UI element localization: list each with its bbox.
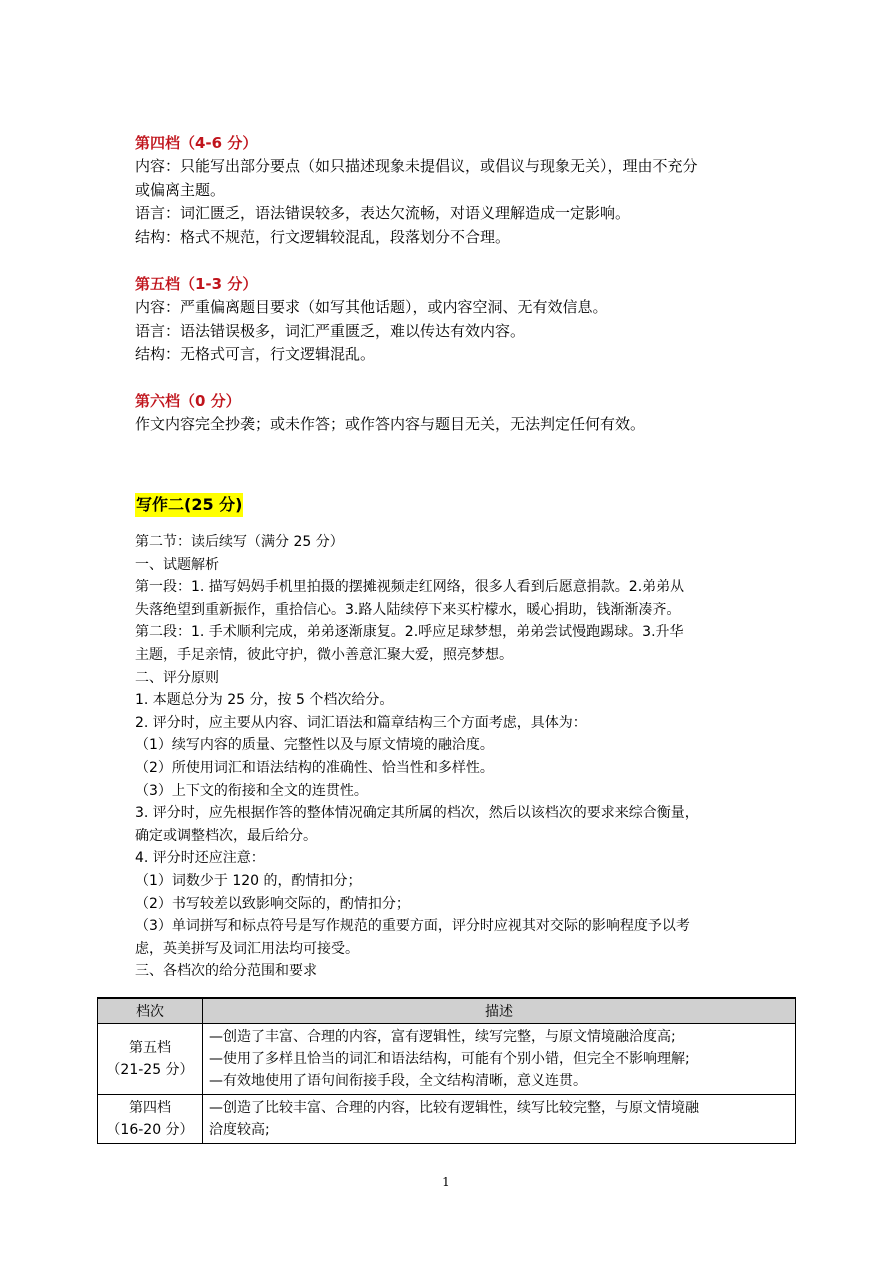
writing2-line: 确定或调整档次，最后给分。 [135, 827, 317, 844]
level6-heading: 第六档（0 分） [135, 392, 241, 410]
table-header-row [98, 998, 796, 1024]
writing2-line: 1. 本题总分为 25 分，按 5 个档次给分。 [135, 692, 394, 709]
level6-section [135, 390, 795, 437]
writing2-title: 写作二(25 分) [135, 493, 243, 517]
level-cell [98, 1024, 203, 1095]
level5-language: 语言：语法错误极多，词汇严重匮乏，难以传达有效内容。 [135, 321, 526, 340]
description-line: —有效地使用了语句间衔接手段，全文结构清晰，意义连贯。 [209, 1073, 587, 1089]
header-description: 描述 [203, 998, 796, 1024]
description-line: —创造了丰富、合理的内容，富有逻辑性，续写完整，与原文情境融洽度高; [209, 1029, 676, 1045]
writing2-line: （3）单词拼写和标点符号是写作规范的重要方面，评分时应视其对交际的影响程度予以考 [135, 918, 690, 935]
writing2-line: （1）词数少于 120 的，酌情扣分； [135, 872, 362, 889]
level4-content-line2: 或偏离主题。 [135, 180, 226, 199]
writing2-line: 2. 评分时，应主要从内容、词汇语法和篇章结构三个方面考虑，具体为： [135, 714, 587, 731]
level-range: （16-20 分） [106, 1122, 194, 1138]
level4-content-line1: 内容：只能写出部分要点（如只描述现象未提倡议，或倡议与现象无关），理由不充分 [135, 157, 698, 175]
level6-text: 作文内容完全抄袭；或未作答；或作答内容与题目无关，无法判定任何有效。 [135, 415, 646, 433]
writing2-line: 三、各档次的给分范围和要求 [135, 963, 317, 980]
level5-content: 内容：严重偏离题目要求（如写其他话题），或内容空洞、无有效信息。 [135, 298, 608, 316]
description-cell [203, 1024, 796, 1095]
level-name: 第五档 [129, 1040, 171, 1056]
writing2-line: 第一段：1. 描写妈妈手机里拍摄的摆摊视频走红网络，很多人看到后愿意捐款。2.弟弟从 [135, 579, 685, 596]
writing2-line: （2）书写较差以致影响交际的，酌情扣分； [135, 895, 410, 912]
writing2-line: 4. 评分时还应注意： [135, 850, 265, 867]
level4-heading: 第四档（4-6 分） [135, 134, 258, 152]
writing2-line: 主题，手足亲情，彼此守护，微小善意汇聚大爱，照亮梦想。 [135, 646, 513, 663]
table-row [98, 1095, 796, 1144]
writing2-line: 失落绝望到重新振作，重拾信心。3.路人陆续停下来买柠檬水，暖心捐助，钱渐渐凑齐。 [135, 601, 681, 618]
writing2-line: （1）续写内容的质量、完整性以及与原文情境的融洽度。 [135, 737, 494, 754]
writing2-line: 二、评分原则 [135, 669, 219, 686]
writing2-line: （3）上下文的衔接和全文的连贯性。 [135, 782, 368, 799]
description-line: —创造了比较丰富、合理的内容，比较有逻辑性，续写比较完整，与原文情境融 [209, 1100, 699, 1116]
description-line: —使用了多样且恰当的词汇和语法结构，可能有个别小错，但完全不影响理解; [209, 1051, 690, 1067]
header-level: 档次 [98, 998, 203, 1024]
page-number: 1 [442, 1175, 450, 1189]
level4-structure: 结构：格式不规范，行文逻辑较混乱，段落划分不合理。 [135, 227, 511, 246]
level5-heading: 第五档（1-3 分） [135, 275, 258, 293]
level4-section [135, 132, 795, 249]
level5-section [135, 273, 795, 367]
level-range: （21-25 分） [106, 1062, 194, 1078]
writing2-line: 第二节：读后续写（满分 25 分） [135, 534, 344, 550]
writing2-line: 虑，英美拼写及词汇用法均可接受。 [135, 940, 359, 957]
level5-structure: 结构：无格式可言，行文逻辑混乱。 [135, 345, 376, 363]
writing2-body [135, 531, 795, 983]
description-cell [203, 1095, 796, 1144]
writing2-line: 一、试题解析 [135, 556, 219, 573]
level4-language: 语言：词汇匮乏，语法错误较多，表达欠流畅，对语义理解造成一定影响。 [135, 204, 631, 222]
writing2-line: 第二段：1. 手术顺利完成，弟弟逐渐康复。2.呼应足球梦想，弟弟尝试慢跑踢球。3.升华 [135, 624, 684, 641]
level-name: 第四档 [129, 1100, 171, 1116]
description-line: 洽度较高; [209, 1122, 270, 1138]
table-row [98, 1024, 796, 1095]
level-cell [98, 1095, 203, 1144]
scoring-table [97, 997, 796, 1144]
writing2-line: 3. 评分时，应先根据作答的整体情况确定其所属的档次，然后以该档次的要求来综合衡量， [135, 805, 699, 822]
writing2-line: （2）所使用词汇和语法结构的准确性、恰当性和多样性。 [135, 759, 494, 776]
